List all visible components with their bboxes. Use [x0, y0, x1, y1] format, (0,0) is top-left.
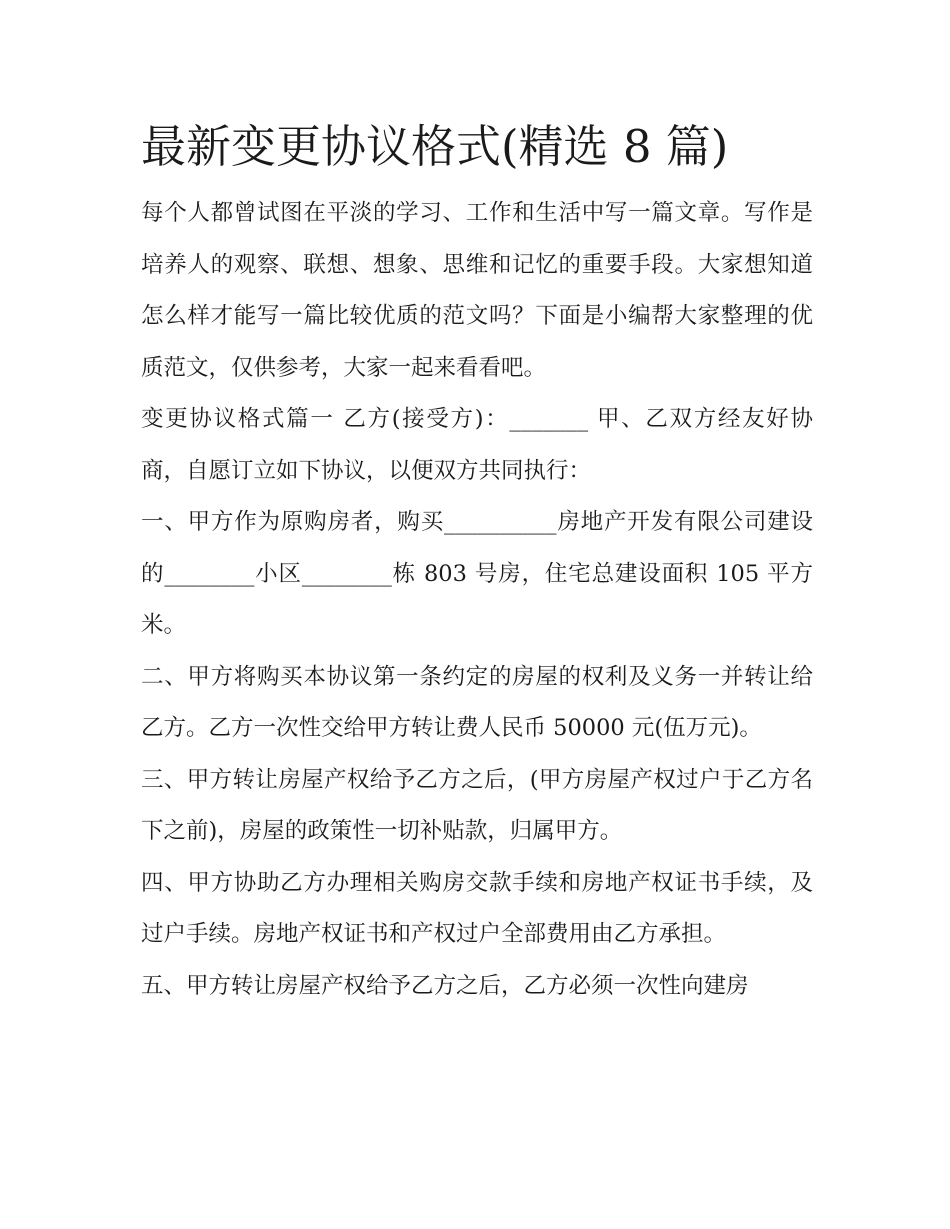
clause-3-paragraph: 三、甲方转让房屋产权给予乙方之后，(甲方房屋产权过户于乙方名下之前)，房屋的政策性一切补贴款，归属甲方。: [141, 766, 813, 844]
clause-4-paragraph: 四、甲方协助乙方办理相关购房交款手续和房地产权证书手续，及过户手续。房地产权证书和产权过户全部费用由乙方承担。: [141, 869, 813, 947]
section-header-paragraph: 变更协议格式篇一 乙方(接受方)：_______ 甲、乙双方经友好协商，自愿订立如下协议，以便双方共同执行：: [141, 406, 813, 484]
clause-5-paragraph: 五、甲方转让房屋产权给予乙方之后，乙方必须一次性向建房: [141, 972, 749, 999]
document-title: 最新变更协议格式(精选 8 篇): [141, 120, 729, 173]
clause-2-paragraph: 二、甲方将购买本协议第一条约定的房屋的权利及义务一并转让给乙方。乙方一次性交给甲方转让费人民币 50000 元(伍万元)。: [141, 663, 813, 741]
document-page: [141, 112, 813, 1012]
intro-paragraph: 每个人都曾试图在平淡的学习、工作和生活中写一篇文章。写作是培养人的观察、联想、想象、思维和记忆的重要手段。大家想知道怎么样才能写一篇比较优质的范文吗？下面是小编帮大家整理的优质范文，仅供参考，大家一起来看看吧。: [141, 200, 813, 381]
clause-1-paragraph: 一、甲方作为原购房者，购买__________房地产开发有限公司建设的________小区________栋 803 号房，住宅总建设面积 105 平方米。: [141, 509, 813, 638]
